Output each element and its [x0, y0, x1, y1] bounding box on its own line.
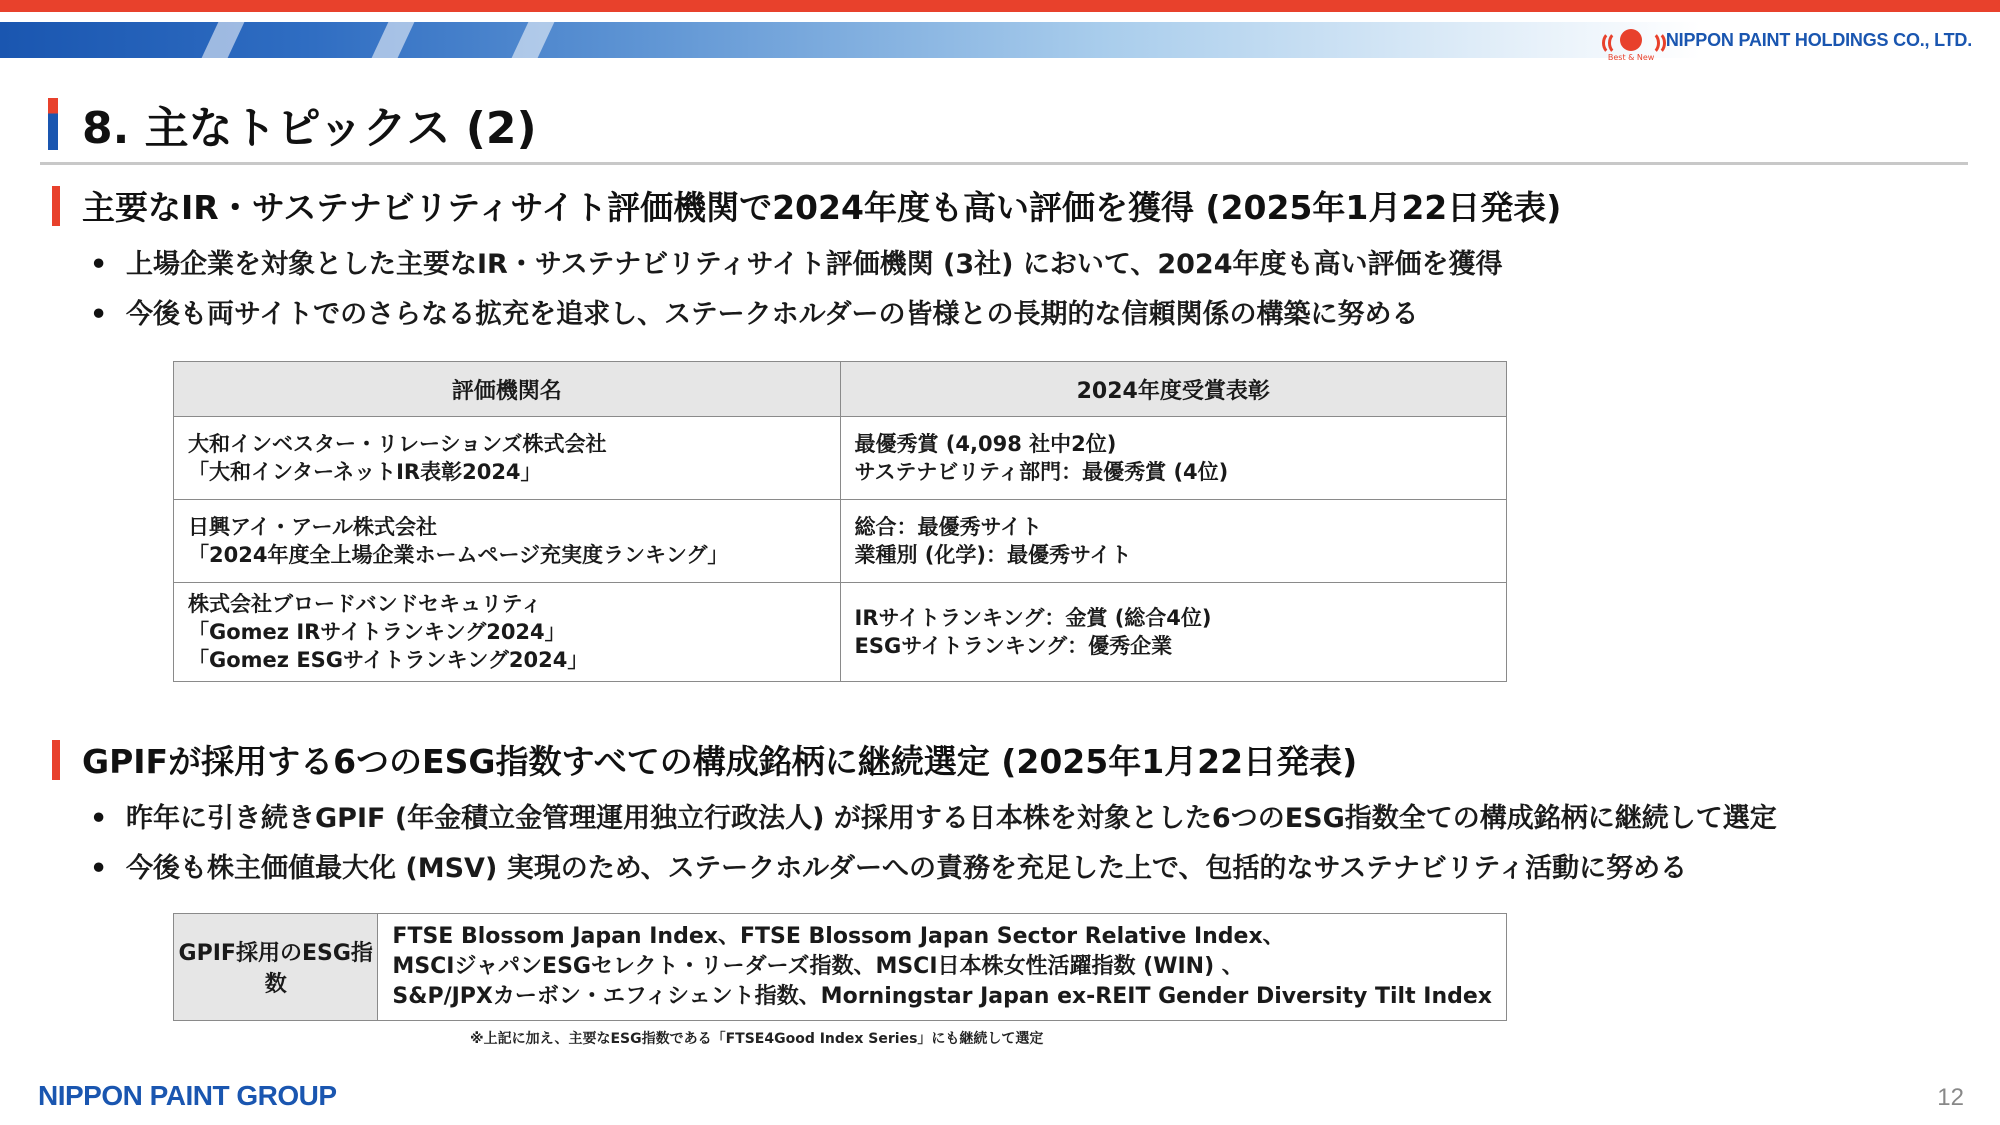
esg-index-line: S&P/JPXカーボン・エフィシェント指数、Morningstar Japan ex-REIT Gender Diversity Tilt Index [392, 984, 1492, 1009]
section-ir-bullets [90, 240, 1503, 340]
esg-index-line: FTSE Blossom Japan Index、FTSE Blossom Japan Sector Relative Index、 [392, 924, 1285, 949]
section-accent-bar [52, 740, 60, 780]
company-name: NIPPON PAINT HOLDINGS CO., LTD. [1665, 29, 1972, 50]
title-divider [40, 162, 1968, 165]
org-line: 「大和インターネットIR表彰2024」 [188, 460, 542, 484]
gpif-esg-index-table [173, 913, 1507, 1021]
award-cell [840, 583, 1507, 682]
table-row [174, 417, 1507, 500]
section-ir-heading [52, 182, 1561, 229]
nippon-paint-logo-icon [1600, 26, 1660, 62]
org-line: 日興アイ・アール株式会社 [188, 515, 438, 539]
ir-awards-table [173, 361, 1507, 682]
page-title-text: 8. 主なトピックス (2) [82, 103, 537, 154]
title-accent-bar [48, 98, 58, 150]
org-line: 「Gomez IRサイトランキング2024」 [188, 620, 566, 644]
award-cell [840, 500, 1507, 583]
org-line: 「Gomez ESGサイトランキング2024」 [188, 648, 589, 672]
table-row [174, 500, 1507, 583]
award-line: IRサイトランキング：金賞 (総合4位) [854, 606, 1212, 630]
award-line: 最優秀賞 (4,098 社中2位) [854, 432, 1117, 456]
org-line: 大和インベスター・リレーションズ株式会社 [188, 432, 607, 456]
top-accent-bar [0, 0, 2000, 12]
bullet-item: • 昨年に引き続きGPIF (年金積立金管理運用独立行政法人) が採用する日本株を対象とした6つのESG指数全ての構成銘柄に継続して選定 [90, 794, 1777, 844]
footer-group-logo: NIPPON PAINT GROUP [38, 1080, 337, 1111]
section-gpif-heading-text: GPIFが採用する6つのESG指数すべての構成銘柄に継続選定 (2025年1月22日発表) [82, 742, 1358, 781]
esg-index-label: GPIF採用のESG指数 [174, 914, 378, 1021]
award-line: 総合：最優秀サイト [854, 515, 1043, 539]
section-gpif-bullets [90, 794, 1777, 894]
section-accent-bar [52, 186, 60, 226]
award-cell [840, 417, 1507, 500]
table-row [174, 583, 1507, 682]
org-cell [174, 583, 841, 682]
column-header-award: 2024年度受賞表彰 [840, 362, 1507, 417]
section-gpif-heading [52, 736, 1357, 783]
company-logo [1600, 26, 1972, 62]
page-title [48, 96, 537, 152]
footnote: ※上記に加え、主要なESG指数である「FTSE4Good Index Series」にも継続して選定 [470, 1031, 1044, 1047]
bullet-item: • 今後も株主価値最大化 (MSV) 実現のため、ステークホルダーへの責務を充足した上で、包括的なサステナビリティ活動に努める [90, 844, 1777, 894]
esg-index-line: MSCIジャパンESGセレクト・リーダーズ指数、MSCI日本株女性活躍指数 (WIN) 、 [392, 954, 1244, 979]
award-line: 業種別 (化学)：最優秀サイト [854, 543, 1132, 567]
page-number: 12 [1937, 1084, 1964, 1111]
table-row [174, 914, 1507, 1021]
esg-index-list [378, 914, 1507, 1021]
org-line: 株式会社ブロードバンドセキュリティ [188, 592, 542, 616]
org-cell [174, 500, 841, 583]
section-ir-heading-text: 主要なIR・サステナビリティサイト評価機関で2024年度も高い評価を獲得 (2025年1月22日発表) [82, 188, 1562, 227]
award-line: ESGサイトランキング：優秀企業 [854, 634, 1173, 658]
table-header-row [174, 362, 1507, 417]
header-gradient-band [0, 22, 1700, 58]
org-cell [174, 417, 841, 500]
org-line: 「2024年度全上場企業ホームページ充実度ランキング」 [188, 543, 729, 567]
bullet-item: • 上場企業を対象とした主要なIR・サステナビリティサイト評価機関 (3社) において、2024年度も高い評価を獲得 [90, 240, 1503, 290]
brand-tagline: Best & New [1607, 53, 1655, 62]
column-header-org: 評価機関名 [174, 362, 841, 417]
bullet-item: • 今後も両サイトでのさらなる拡充を追求し、ステークホルダーの皆様との長期的な信頼関係の構築に努める [90, 290, 1503, 340]
award-line: サステナビリティ部門：最優秀賞 (4位) [854, 460, 1229, 484]
